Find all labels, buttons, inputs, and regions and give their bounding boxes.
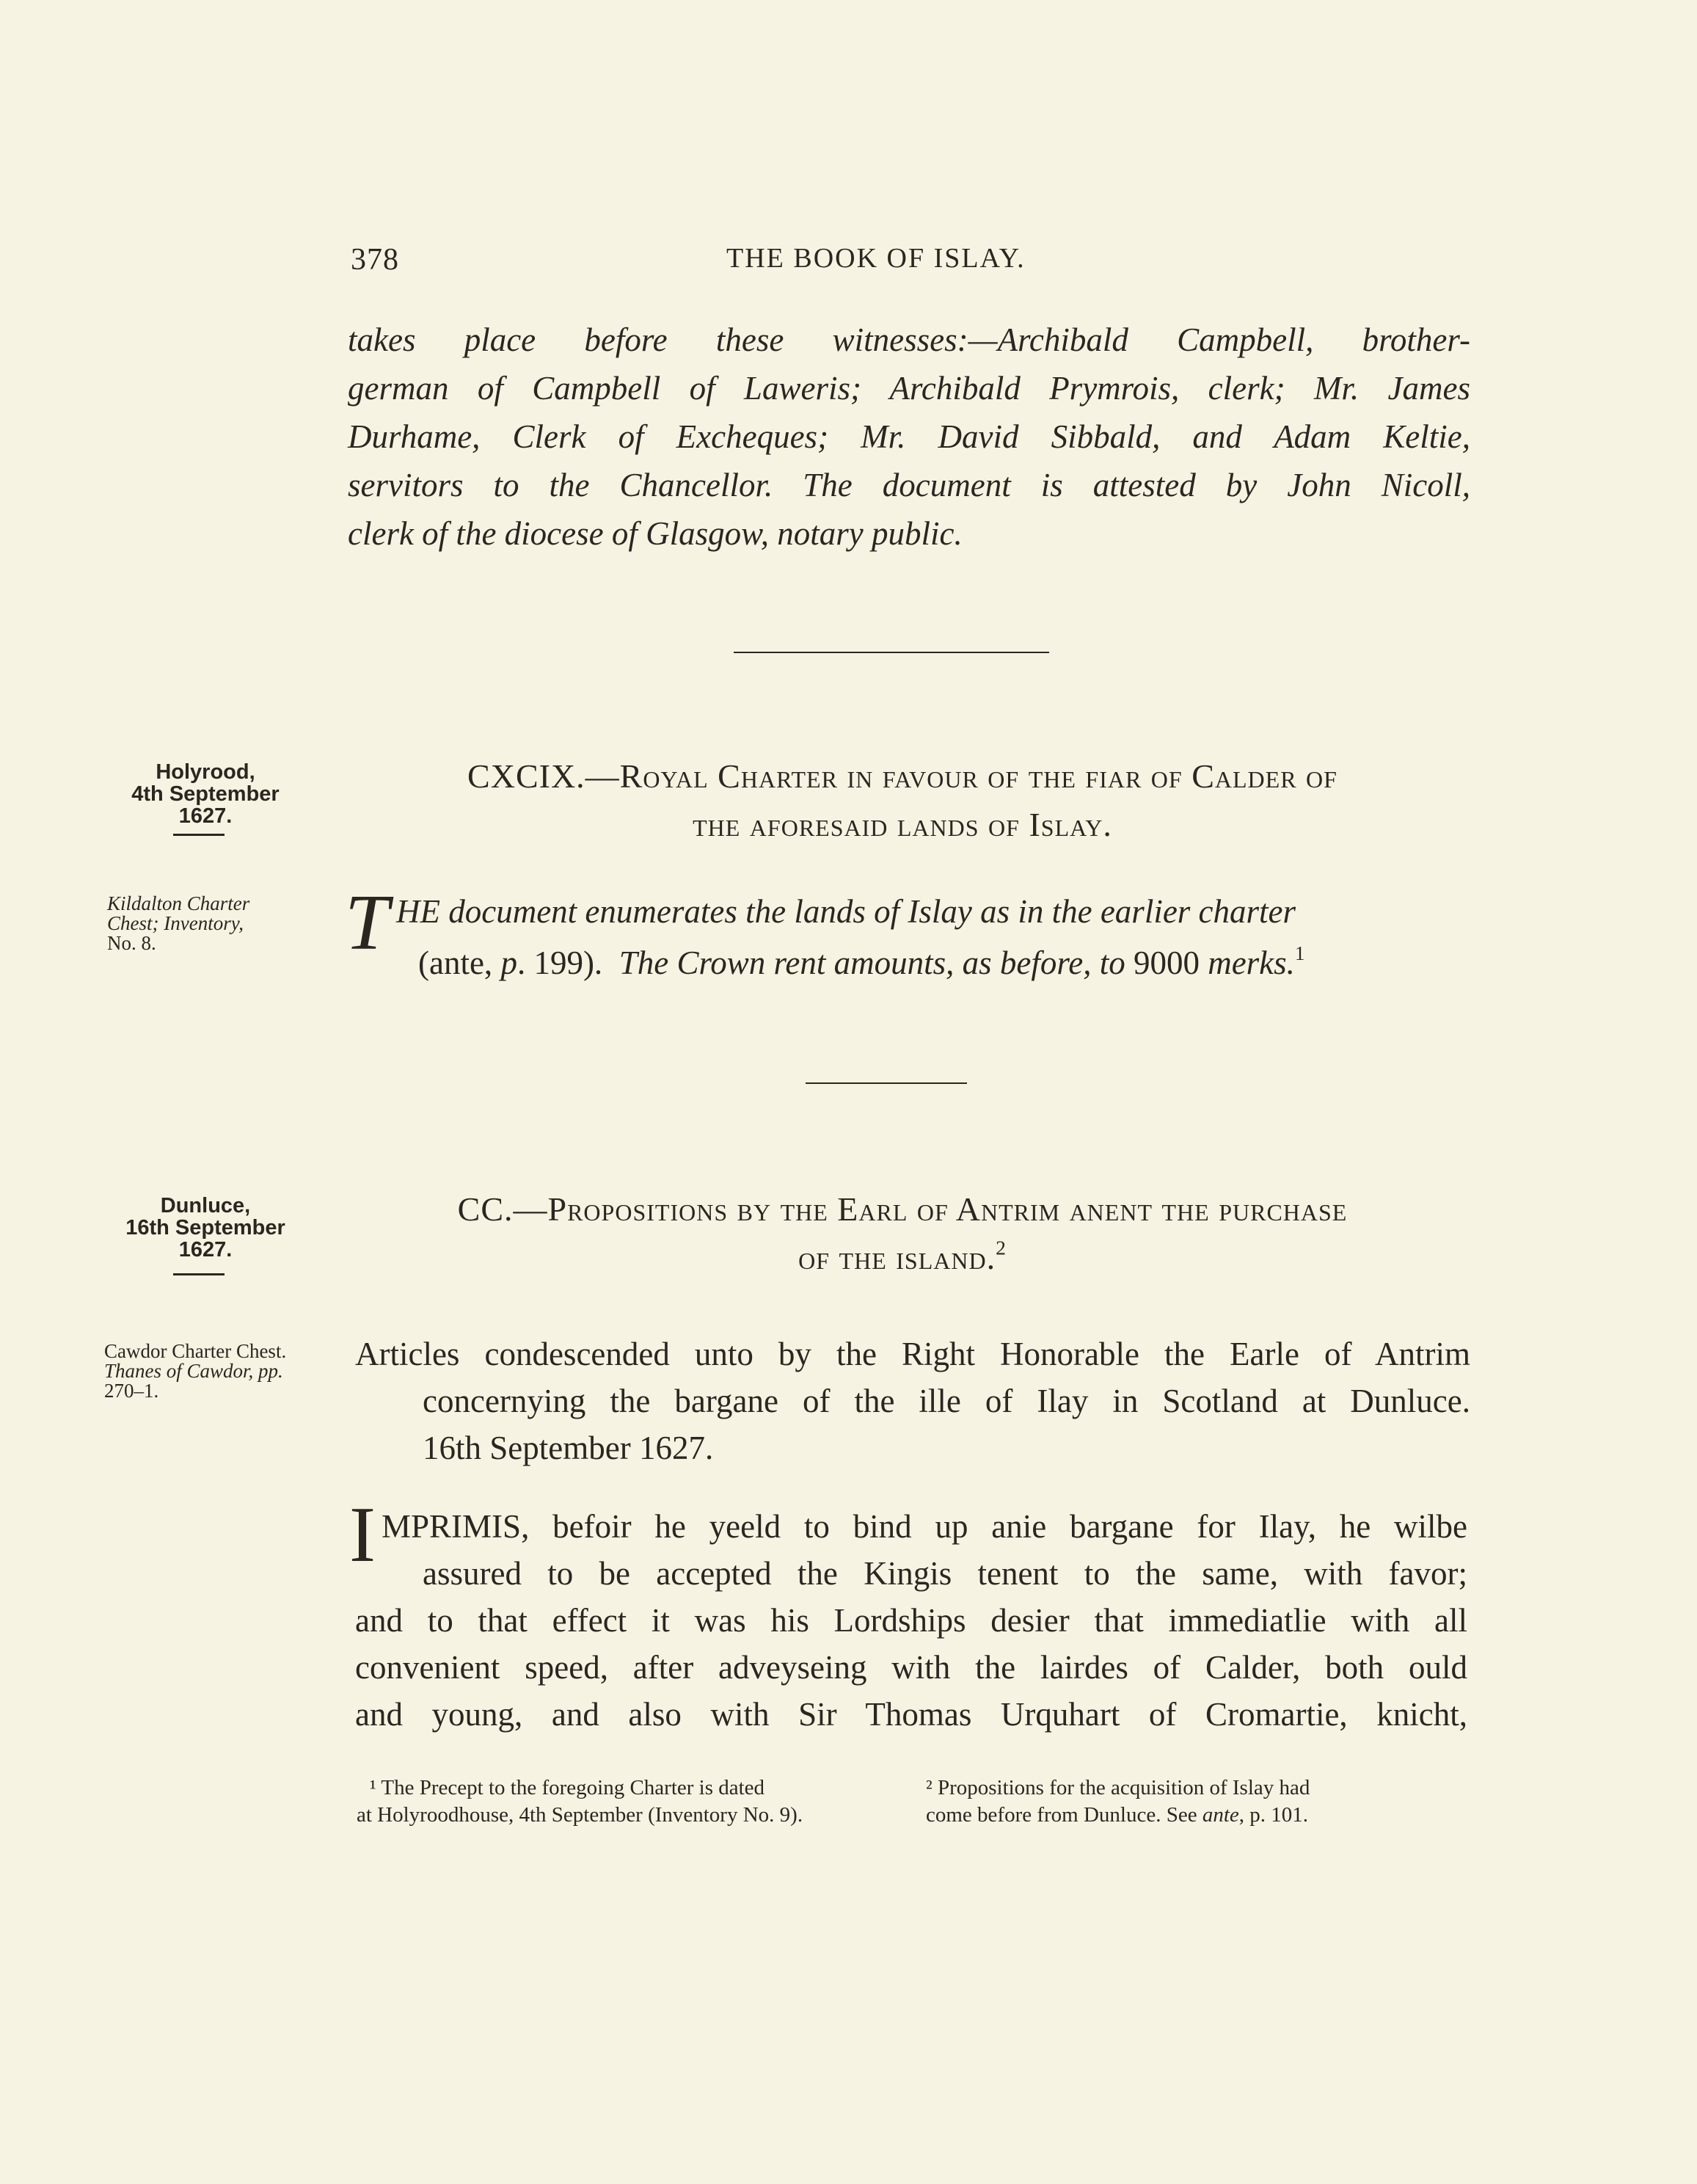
- text-fragment: p: [500, 944, 517, 981]
- source-line: Chest; Inventory,: [107, 912, 244, 934]
- source-line: 270–1.: [104, 1380, 159, 1402]
- cxcix-body-line2: [418, 939, 1475, 986]
- footnote-fragment: , p. 101.: [1238, 1803, 1309, 1827]
- footnote-fragment: ante: [1202, 1803, 1239, 1827]
- footnote-ref: 1: [1294, 942, 1305, 965]
- drop-cap: I: [349, 1491, 376, 1579]
- text-line: Durhame, Clerk of Excheques; Mr. David Sibbald, and Adam Keltie,: [348, 418, 1470, 455]
- source-line: Kildalton Charter: [107, 892, 250, 914]
- text-line: Articles condescended unto by the Right Honorable the Earle of Antrim: [355, 1336, 1470, 1372]
- text-line: clerk of the diocese of Glasgow, notary public.: [348, 515, 963, 552]
- running-title: THE BOOK OF ISLAY.: [726, 243, 1026, 274]
- text-fragment: (ante,: [418, 944, 501, 981]
- margin-date-note: [103, 1195, 308, 1261]
- section-heading-cc: [357, 1185, 1448, 1282]
- footnote-fragment: come before from Dunluce. See: [926, 1803, 1203, 1827]
- margin-source-note: [107, 894, 249, 953]
- text-fragment: 9000: [1133, 944, 1200, 981]
- section-heading-cxcix: [357, 752, 1448, 849]
- text-line: assured to be accepted the Kingis tenent to the same, with favor;: [423, 1555, 1467, 1592]
- text-line: convenient speed, after adveyseing with the lairdes of Calder, both ould: [355, 1649, 1467, 1686]
- drop-cap: T: [345, 879, 390, 967]
- margin-divider: [173, 834, 225, 836]
- footnote-line: at Holyroodhouse, 4th September (Inventory No. 9).: [357, 1803, 803, 1827]
- text-line: HE document enumerates the lands of Islay as in the earlier charter: [396, 893, 1296, 930]
- text-line: and to that effect it was his Lordships desier that immediatlie with all: [355, 1602, 1467, 1639]
- margin-date: 16th September: [125, 1216, 285, 1240]
- heading-line: of the island.: [798, 1239, 996, 1276]
- margin-place: Holyrood,: [156, 760, 255, 784]
- imprimis-paragraph: [355, 1550, 1467, 1738]
- margin-source-note: [104, 1342, 286, 1401]
- heading-line: the aforesaid lands of Islay.: [693, 806, 1112, 843]
- source-line: Thanes of Cawdor, pp.: [104, 1360, 283, 1382]
- margin-year: 1627.: [178, 804, 233, 828]
- text-line: german of Campbell of Laweris; Archibald Prymrois, clerk; Mr. James: [348, 370, 1470, 407]
- articles-intro: [355, 1331, 1470, 1471]
- previous-document-paragraph: [348, 316, 1470, 558]
- page-number: 378: [351, 243, 399, 277]
- heading-line: CXCIX.—Royal Charter in favour of the fiar of Calder of: [467, 757, 1337, 795]
- source-line: No. 8.: [107, 932, 156, 954]
- text-line: servitors to the Chancellor. The document is attested by John Nicoll,: [348, 467, 1470, 503]
- footnote-ref: 2: [996, 1236, 1007, 1259]
- section-divider: [806, 1082, 967, 1084]
- text-fragment: The Crown rent amounts, as before, to: [618, 944, 1125, 981]
- margin-divider: [173, 1273, 225, 1275]
- text-line: 16th September 1627.: [423, 1430, 714, 1466]
- heading-line: CC.—Propositions by the Earl of Antrim anent the purchase: [457, 1190, 1348, 1228]
- margin-date-note: [103, 761, 308, 827]
- cxcix-body: [396, 888, 1467, 935]
- source-line: Cawdor Charter Chest.: [104, 1340, 287, 1362]
- margin-place: Dunluce,: [160, 1194, 251, 1217]
- margin-year: 1627.: [178, 1238, 233, 1262]
- text-fragment: . 199).: [517, 944, 603, 981]
- margin-date: 4th September: [131, 782, 280, 806]
- text-line: concernying the bargane of the ille of Ilay in Scotland at Dunluce.: [423, 1383, 1470, 1419]
- footnote-line: ¹ The Precept to the foregoing Charter is dated: [370, 1776, 765, 1799]
- footnote-line: ² Propositions for the acquisition of Islay had: [926, 1776, 1310, 1799]
- text-line: MPRIMIS, befoir he yeeld to bind up anie bargane for Ilay, he wilbe: [382, 1508, 1467, 1545]
- text-line: and young, and also with Sir Thomas Urquhart of Cromartie, knicht,: [355, 1696, 1467, 1733]
- text-fragment: merks.: [1208, 944, 1295, 981]
- footnote-1: [357, 1774, 899, 1829]
- imprimis-first-line: [382, 1503, 1467, 1550]
- footnote-2: [926, 1774, 1469, 1829]
- text-line: takes place before these witnesses:—Archibald Campbell, brother-: [348, 321, 1470, 358]
- section-divider: [734, 652, 1049, 653]
